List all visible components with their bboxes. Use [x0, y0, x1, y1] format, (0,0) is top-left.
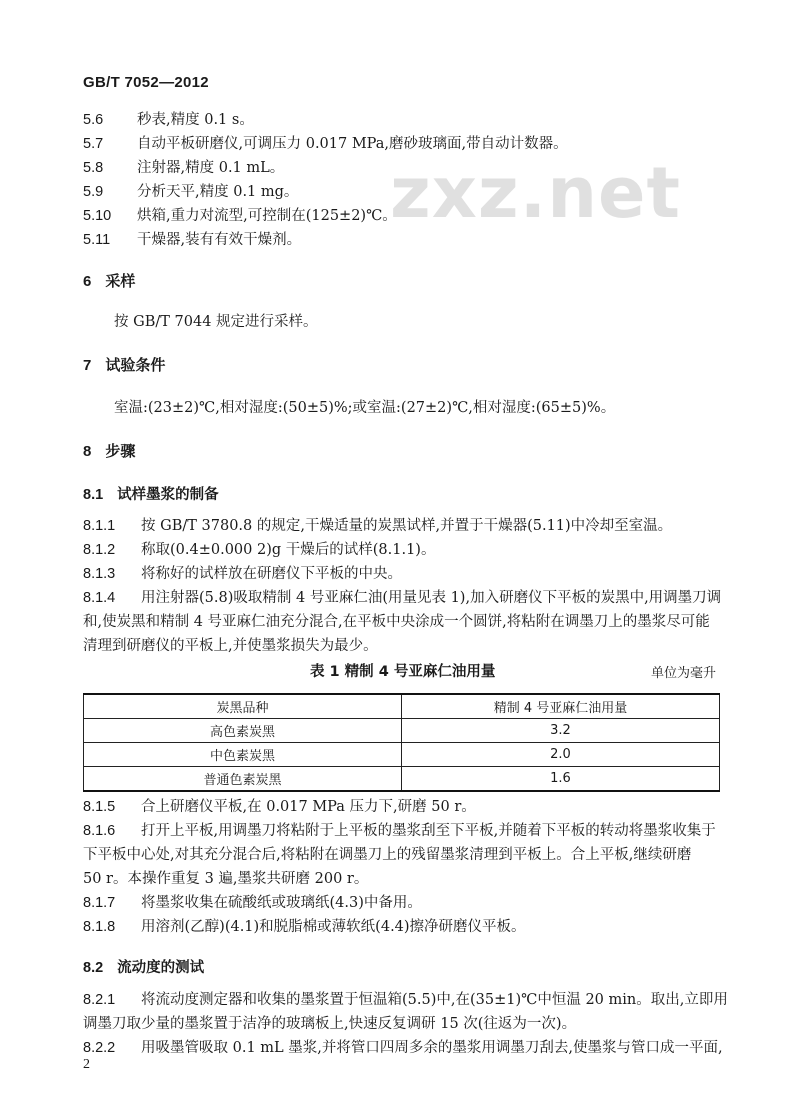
clause-number: 8.2.2 [83, 1040, 116, 1056]
clause-number: 8.1.5 [83, 799, 116, 815]
clause-8-1-8 [83, 917, 526, 937]
section-number: 7 [83, 357, 92, 374]
clause-number: 8.1.4 [83, 590, 116, 606]
clause-number: 5.11 [83, 232, 111, 248]
clause-8-1-6-cont-2: 50 r。本操作重复 3 遍,墨浆共研磨 200 r。 [83, 871, 369, 887]
table-header-row [84, 694, 720, 719]
clause-8-1-7 [83, 893, 422, 913]
table-1 [83, 693, 720, 792]
clause-text: 用溶剂(乙醇)(4.1)和脱脂棉或薄软纸(4.4)擦净研磨仪平板。 [141, 919, 526, 935]
clause-5-9 [83, 182, 298, 202]
section-7-body: 室温:(23±2)℃,相对湿度:(50±5)%;或室温:(27±2)℃,相对湿度:(65±5)%。 [114, 400, 616, 416]
section-number: 6 [83, 273, 92, 290]
table-row [84, 743, 720, 767]
subsection-title: 试样墨浆的制备 [117, 487, 219, 503]
clause-number: 5.10 [83, 208, 112, 224]
clause-8-1-4-cont-1: 和,使炭黑和精制 4 号亚麻仁油充分混合,在平板中央涂成一个圆饼,将粘附在调墨刀上的墨浆尽可能 [83, 614, 710, 630]
clause-number: 5.8 [83, 160, 104, 176]
section-7-heading [83, 354, 165, 375]
clause-number: 8.1.1 [83, 518, 116, 534]
clause-text-line-1: 用注射器(5.8)吸取精制 4 号亚麻仁油(用量见表 1),加入研磨仪下平板的炭黑中,用调墨刀调 [141, 590, 722, 606]
table-row [84, 719, 720, 743]
table-cell: 高色素炭黑 [84, 719, 402, 743]
table-1-unit: 单位为毫升 [651, 666, 717, 681]
table-cell: 1.6 [402, 767, 720, 792]
clause-8-1-3 [83, 564, 402, 584]
standard-header: GB/T 7052—2012 [83, 74, 209, 91]
clause-5-6 [83, 110, 254, 130]
clause-8-2-1-cont-1: 调墨刀取少量的墨浆置于洁净的玻璃板上,快速反复调研 15 次(往返为一次)。 [83, 1016, 577, 1032]
clause-5-11 [83, 230, 301, 250]
clause-8-2-1 [83, 990, 728, 1010]
table-cell: 普通色素炭黑 [84, 767, 402, 792]
table-header-cell: 炭黑品种 [84, 694, 402, 719]
clause-8-2-2 [83, 1038, 723, 1058]
clause-text-line-1: 用吸墨管吸取 0.1 mL 墨浆,并将管口四周多余的墨浆用调墨刀刮去,使墨浆与管口成一平面, [141, 1040, 723, 1056]
table-cell: 中色素炭黑 [84, 743, 402, 767]
clause-number: 5.6 [83, 112, 104, 128]
clause-text-line-1: 打开上平板,用调墨刀将粘附于上平板的墨浆刮至下平板,并随着下平板的转动将墨浆收集于 [141, 823, 716, 839]
page-number: 2 [83, 1057, 90, 1072]
clause-text: 将称好的试样放在研磨仪下平板的中央。 [141, 566, 402, 582]
clause-number: 8.2.1 [83, 992, 116, 1008]
section-number: 8 [83, 443, 92, 460]
clause-text: 自动平板研磨仪,可调压力 0.017 MPa,磨砂玻璃面,带自动计数器。 [137, 136, 568, 152]
clause-number: 5.7 [83, 136, 104, 152]
clause-text: 干燥器,装有有效干燥剂。 [137, 232, 302, 248]
subsection-number: 8.2 [83, 960, 104, 976]
section-title: 试验条件 [105, 356, 166, 374]
table-1-caption: 表 1 精制 4 号亚麻仁油用量 [310, 664, 496, 680]
clause-text-line-1: 将流动度测定器和收集的墨浆置于恒温箱(5.5)中,在(35±1)℃中恒温 20 min。取出,立即用 [141, 992, 728, 1008]
watermark: zxz.net [390, 152, 681, 234]
subsection-title: 流动度的测试 [117, 960, 205, 976]
clause-number: 5.9 [83, 184, 104, 200]
clause-number: 8.1.2 [83, 542, 116, 558]
table-header-cell: 精制 4 号亚麻仁油用量 [402, 694, 720, 719]
subsection-8-1-heading [83, 483, 219, 504]
clause-number: 8.1.8 [83, 919, 116, 935]
clause-5-7 [83, 134, 568, 154]
section-title: 采样 [105, 272, 136, 290]
clause-number: 8.1.3 [83, 566, 116, 582]
section-title: 步骤 [105, 442, 136, 460]
clause-text: 称取(0.4±0.000 2)g 干燥后的试样(8.1.1)。 [141, 542, 436, 558]
clause-text: 分析天平,精度 0.1 mg。 [137, 184, 299, 200]
clause-text: 注射器,精度 0.1 mL。 [137, 160, 285, 176]
clause-5-8 [83, 158, 284, 178]
clause-5-10 [83, 206, 397, 226]
clause-text: 烘箱,重力对流型,可控制在(125±2)℃。 [137, 208, 397, 224]
table-cell: 2.0 [402, 743, 720, 767]
subsection-8-2-heading [83, 956, 204, 977]
table-cell: 3.2 [402, 719, 720, 743]
clause-text: 秒表,精度 0.1 s。 [137, 112, 254, 128]
clause-text: 将墨浆收集在硫酸纸或玻璃纸(4.3)中备用。 [141, 895, 422, 911]
section-6-body: 按 GB/T 7044 规定进行采样。 [114, 314, 318, 330]
clause-8-1-1 [83, 516, 672, 536]
clause-8-1-6 [83, 821, 716, 841]
clause-8-1-6-cont-1: 下平板中心处,对其充分混合后,将粘附在调墨刀上的残留墨浆清理到平板上。合上平板,继续研磨 [83, 847, 692, 863]
section-6-heading [83, 270, 135, 291]
clause-text: 按 GB/T 3780.8 的规定,干燥适量的炭黑试样,并置于干燥器(5.11)中冷却至室温。 [141, 518, 673, 534]
clause-8-1-5 [83, 797, 476, 817]
table-row [84, 767, 720, 792]
clause-8-1-4 [83, 588, 721, 608]
clause-8-1-2 [83, 540, 435, 560]
clause-text: 合上研磨仪平板,在 0.017 MPa 压力下,研磨 50 r。 [141, 799, 476, 815]
section-8-heading [83, 440, 135, 461]
clause-8-1-4-cont-2: 清理到研磨仪的平板上,并使墨浆损失为最少。 [83, 638, 378, 654]
subsection-number: 8.1 [83, 487, 104, 503]
clause-number: 8.1.6 [83, 823, 116, 839]
clause-number: 8.1.7 [83, 895, 116, 911]
